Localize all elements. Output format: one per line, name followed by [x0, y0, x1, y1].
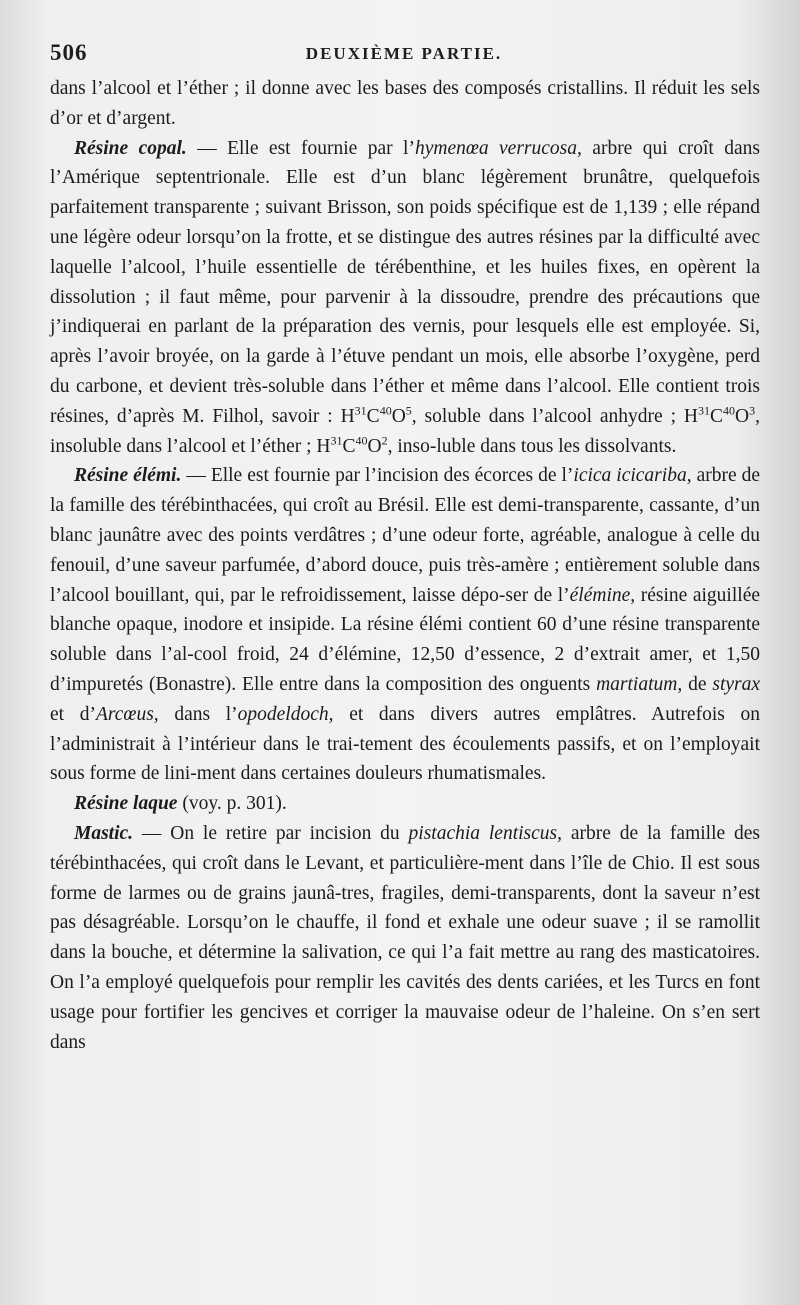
- page-header: [50, 40, 758, 70]
- formula-superscript: 40: [379, 403, 392, 418]
- paragraph-p2: [50, 461, 760, 789]
- italic-term: icica icicariba,: [573, 465, 692, 487]
- text-run: arbre de la famille des térébinthacées, qui croît dans le Levant, et particulière-ment dans l’île de Chio. Il est sous forme de larmes ou de grains jaunâ-tres, fragiles, demi-transparents, dont la saveur n’est pas désagréable. Lorsqu’on le chauffe, il fond et exhale une odeur suave ; il se ramollit dans la bouche, et détermine la salivation, ce qui l’a fait mettre au rang des masticatoires. On l’a employé quelquefois pour remplir les cavités des dents cariées, et les Turcs en font usage pour fortifier les gencives et corriger la mauvaise odeur de l’haleine. On s’en sert dans: [50, 822, 760, 1053]
- text-run: dans l’: [158, 703, 238, 725]
- text-run: et d’: [50, 703, 96, 725]
- body-text: [50, 74, 760, 1057]
- paragraph-p4: [50, 819, 760, 1057]
- section-heading: Résine laque: [74, 793, 178, 815]
- text-run: C: [366, 405, 380, 427]
- italic-term: hymenœa verrucosa,: [414, 137, 582, 159]
- italic-term: martiatum,: [596, 673, 683, 695]
- text-run: dans l’alcool et l’éther ; il donne avec les bases des composés cristallins. Il réduit les sels d’or et d’argent.: [50, 78, 760, 129]
- section-heading: Résine élémi.: [74, 465, 182, 487]
- text-run: , inso-luble dans tous les dissolvants.: [387, 435, 677, 457]
- italic-term: élémine,: [569, 584, 636, 606]
- italic-term: styrax: [712, 673, 761, 695]
- formula-superscript: 31: [698, 403, 711, 418]
- italic-term: Arcœus,: [96, 703, 159, 725]
- section-heading: Mastic.: [74, 822, 134, 844]
- text-run: , soluble dans l’alcool anhydre ; H: [411, 405, 699, 427]
- text-run: O: [367, 435, 382, 457]
- italic-term: pistachia lentiscus,: [408, 822, 562, 844]
- text-run: — Elle est fournie par l’: [186, 137, 415, 159]
- italic-term: opodeldoch,: [237, 703, 334, 725]
- text-run: arbre de la famille des térébinthacées, qui croît au Brésil. Elle est demi-transparente, cassante, d’un blanc jaunâtre avec des points verdâtres ; d’une odeur forte, agréable, analogue à celle du fenouil, d’une saveur parfumée, d’abord douce, puis très-amère ; entièrement soluble dans l’alcool bouillant, qui, par le refroidissement, laisse dépo-ser de l’: [50, 465, 761, 606]
- formula-superscript: 31: [354, 403, 367, 418]
- formula-superscript: 5: [405, 403, 412, 418]
- text-run: arbre qui croît dans l’Amérique septentrionale. Elle est d’un blanc légèrement brunâtre, quelquefois parfaitement transparente ; suivant Brisson, son poids spécifique est de 1,139 ; elle répand une légère odeur lorsqu’on la frotte, et se distingue des autres résines par la difficulté avec laquelle l’alcool, l’huile essentielle de térébenthine, et les huiles fixes, en opèrent la dissolution ; il faut même, pour parvenir à la dissoudre, prendre des précautions que j’indiquerai en parlant de la préparation des vernis, pour lesquels elle est employée. Si, après l’avoir broyée, on la garde à l’étuve pendant un mois, elle absorbe l’oxygène, perd du carbone, et devient très-soluble dans l’éther et même dans l’alcool. Elle contient trois résines, d’après M. Filhol, savoir : H: [50, 137, 760, 427]
- section-heading: Résine copal.: [74, 137, 187, 159]
- text-run: (voy. p. 301).: [177, 793, 287, 815]
- formula-superscript: 31: [330, 433, 343, 448]
- text-run: et dans divers autres emplâtres. Autrefois on l’administrait à l’intérieur dans le trai-tement des écoulements passifs, et on l’employait sous forme de lini-ment dans certaines douleurs rhumatismales.: [50, 703, 760, 785]
- paragraph-p1: [50, 134, 760, 462]
- paragraph-p0: [50, 74, 760, 134]
- text-run: — On le retire par incision du: [133, 822, 409, 844]
- formula-superscript: 40: [355, 433, 368, 448]
- text-run: de: [682, 673, 713, 695]
- page-number: 506: [50, 40, 88, 65]
- running-title: DEUXIÈME PARTIE.: [305, 44, 503, 63]
- formula-superscript: 40: [723, 403, 736, 418]
- formula-superscript: 2: [381, 433, 388, 448]
- formula-superscript: 3: [749, 403, 756, 418]
- text-run: C: [710, 405, 724, 427]
- paragraph-p3: [50, 789, 760, 819]
- text-run: — Elle est fournie par l’incision des écorces de l’: [181, 465, 574, 487]
- text-run: , insoluble dans l’alcool et l’éther ; H: [50, 405, 760, 457]
- text-run: O: [391, 405, 406, 427]
- text-run: résine aiguillée blanche opaque, inodore et insipide. La résine élémi contient 60 d’une résine transparente soluble dans l’al-cool froid, 24 d’élémine, 12,50 d’essence, 2 d’extrait amer, et 1,50 d’impuretés (Bonastre). Elle entre dans la composition des onguents: [50, 584, 761, 695]
- text-run: O: [735, 405, 750, 427]
- text-run: C: [342, 435, 356, 457]
